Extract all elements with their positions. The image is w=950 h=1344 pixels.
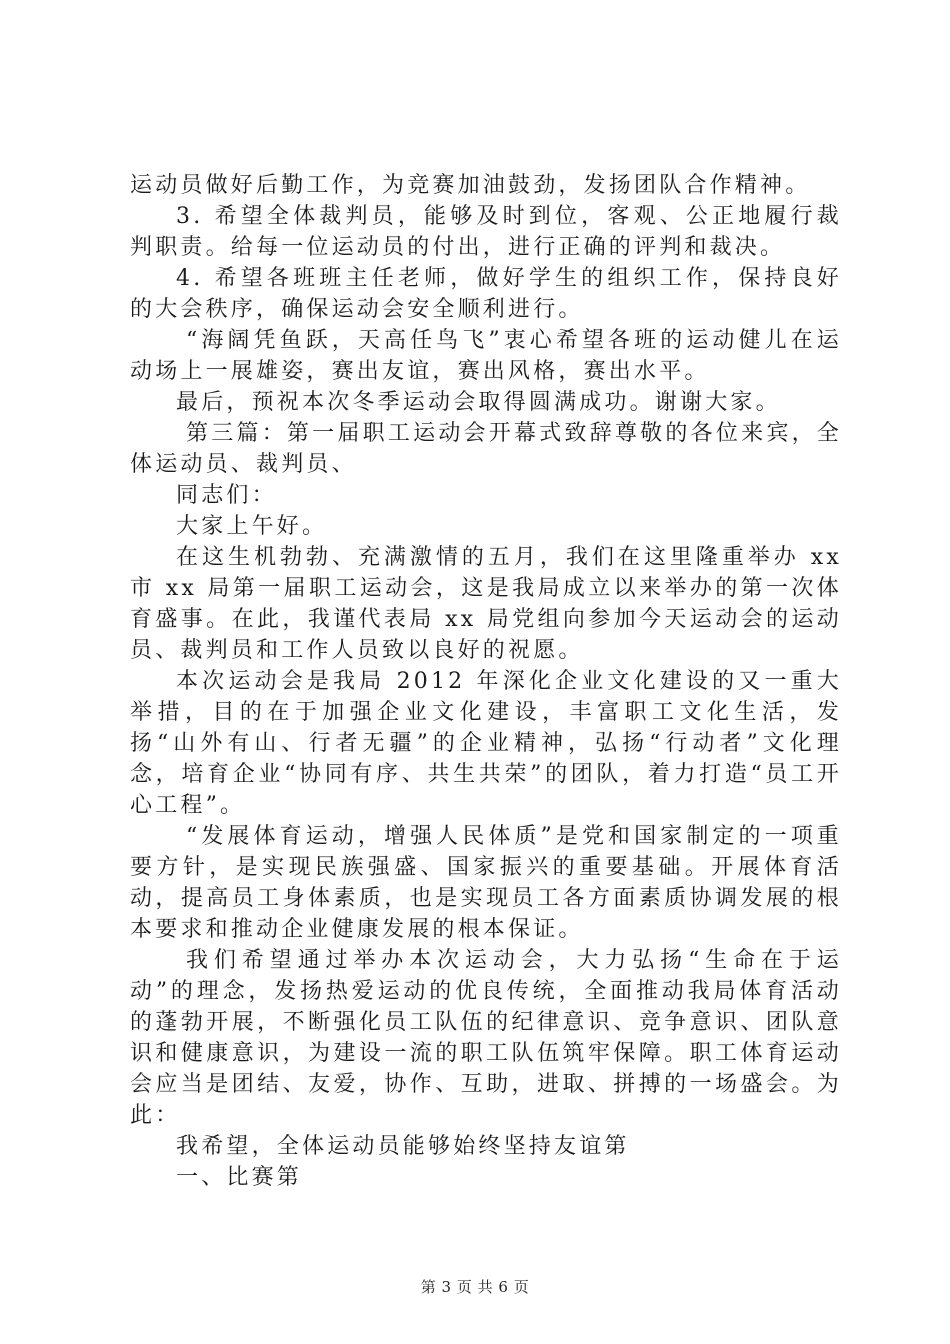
paragraph-9: 在这生机勃勃、充满激情的五月，我们在这里隆重举办 xx 市 xx 局第一届职工运动会，这是我局成立以来举办的第一次体育盛事。在此，我谨代表局 xx 局党组向参加今天运动会的运动员、裁判员和工作人员致以良好的祝愿。 xyxy=(130,545,842,663)
paragraph-3: 4. 希望各班班主任老师，做好学生的组织工作，保持良好的大会秩序，确保运动会安全顺利进行。 xyxy=(130,266,842,322)
paragraph-4: “海阔凭鱼跃，天高任鸟飞”衷心希望各班的运动健儿在运动场上一展雄姿，赛出友谊，赛出风格，赛出水平。 xyxy=(130,328,842,384)
page-number-footer: 第 3 页 共 6 页 xyxy=(420,1278,530,1296)
paragraph-12: 我们希望通过举办本次运动会，大力弘扬“生命在于运动”的理念，发扬热爱运动的优良传统，全面推动我局体育活动的蓬勃开展，不断强化员工队伍的纪律意识、竞争意识、团队意识和健康意识，为建设一流的职工队伍筑牢保障。职工体育运动会应当是团结、友爱，协作、互助，进取、拼搏的一场盛会。为此： xyxy=(130,948,842,1128)
paragraph-greeting: 大家上午好。 xyxy=(176,514,328,539)
paragraph-10: 本次运动会是我局 2012 年深化企业文化建设的又一重大举措，目的在于加强企业文化建设，丰富职工文化生活，发扬“山外有山、行者无疆”的企业精神，弘扬“行动者”文化理念，培育企业“协同有序、共生共荣”的团队，着力打造“员工开心工程”。 xyxy=(130,669,842,818)
paragraph-14: 一、比赛第 xyxy=(176,1165,303,1190)
paragraph-11: “发展体育运动，增强人民体质”是党和国家制定的一项重要方针，是实现民族强盛、国家振兴的重要基础。开展体育活动，提高员工身体素质，也是实现员工各方面素质协调发展的根本要求和推动企业健康发展的根本保证。 xyxy=(130,824,842,942)
paragraph-1: 运动员做好后勤工作，为竞赛加油鼓劲，发扬团队合作精神。 xyxy=(130,173,811,198)
paragraph-5: 最后，预祝本次冬季运动会取得圆满成功。谢谢大家。 xyxy=(176,390,781,415)
section-heading-paragraph: 第三篇：第一届职工运动会开幕式致辞尊敬的各位来宾，全体运动员、裁判员、 xyxy=(130,421,842,477)
document-body xyxy=(130,170,842,1193)
paragraph-2: 3. 希望全体裁判员，能够及时到位，客观、公正地履行裁判职责。给每一位运动员的付出，进行正确的评判和裁决。 xyxy=(130,204,842,260)
paragraph-salutation: 同志们： xyxy=(176,483,277,508)
paragraph-13: 我希望，全体运动员能够始终坚持友谊第 xyxy=(176,1134,630,1159)
